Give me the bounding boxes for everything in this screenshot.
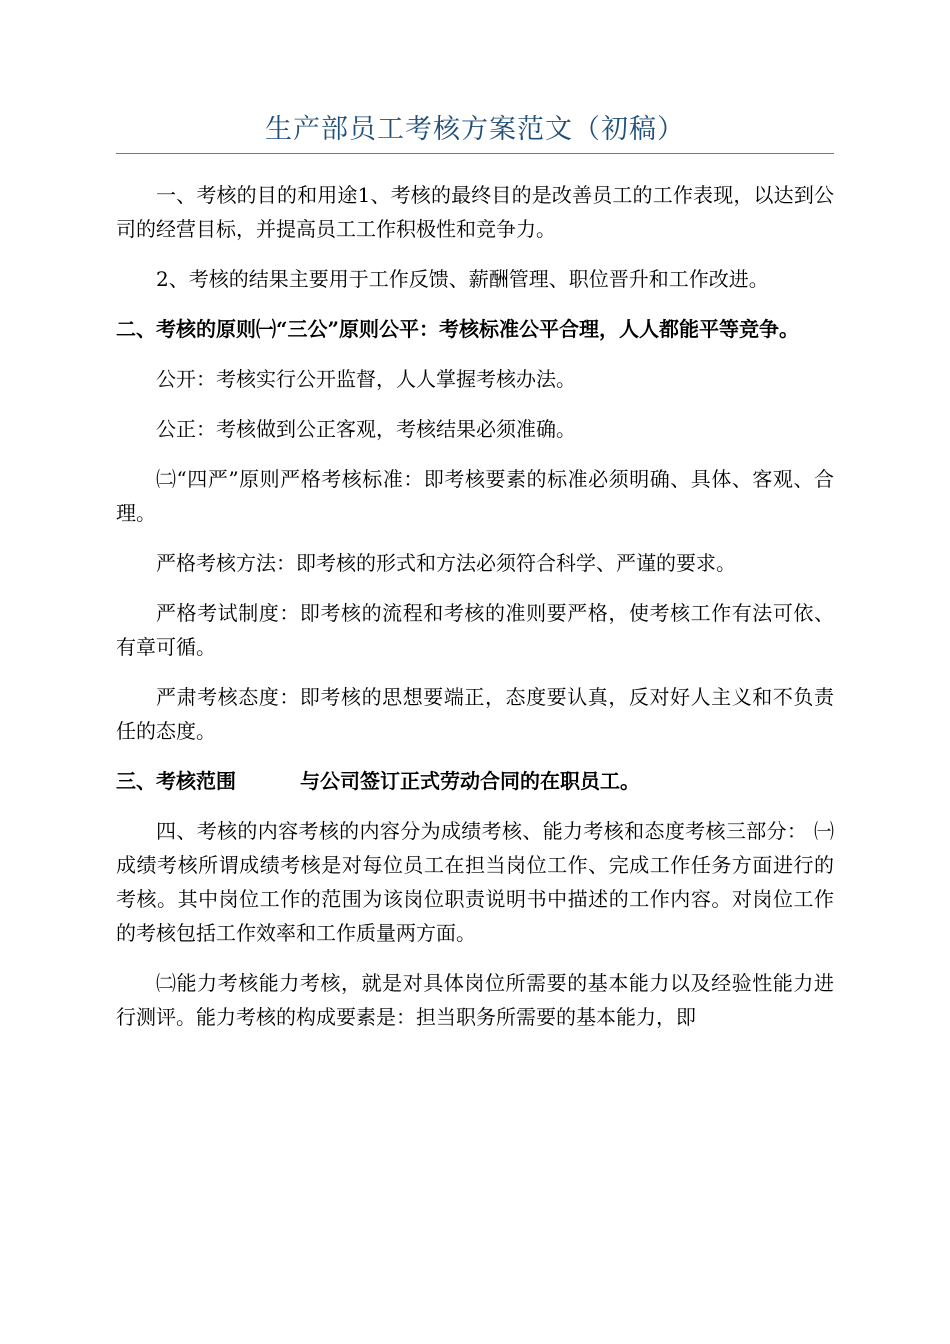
paragraph-four-strict: ㈡“四严”原则严格考核标准：即考核要素的标准必须明确、具体、客观、合理。	[116, 467, 834, 525]
document-body	[116, 178, 834, 1050]
paragraph-justice: 公正：考核做到公正客观，考核结果必须准确。	[156, 417, 576, 441]
document-title: 生产部员工考核方案范文（初稿）	[265, 114, 685, 145]
scope-text: 与公司签订正式劳动合同的在职员工。	[300, 769, 640, 793]
paragraph-openness: 公开：考核实行公开监督，人人掌握考核办法。	[156, 367, 576, 391]
title-underline	[116, 153, 834, 154]
paragraph-strict-method: 严格考核方法：即考核的形式和方法必须符合科学、严谨的要求。	[156, 551, 736, 575]
paragraph-ability: ㈡能力考核能力考核，就是对具体岗位所需要的基本能力以及经验性能力进行测评。能力考核的构成要素是：担当职务所需要的基本能力，即	[116, 971, 834, 1029]
scope-label: 三、考核范围	[116, 769, 236, 793]
heading-principles: 二、考核的原则㈠“三公”原则公平：考核标准公平合理，人人都能平等竞争。	[116, 317, 800, 341]
paragraph-usage: 2、考核的结果主要用于工作反馈、薪酬管理、职位晋升和工作改进。	[156, 267, 769, 291]
paragraph-strict-system: 严格考试制度：即考核的流程和考核的准则要严格，使考核工作有法可依、有章可循。	[116, 601, 834, 659]
paragraph-serious-attitude: 严肃考核态度：即考核的思想要端正，态度要认真，反对好人主义和不负责任的态度。	[116, 685, 834, 743]
paragraph-purpose: 一、考核的目的和用途1、考核的最终目的是改善员工的工作表现，以达到公司的经营目标，并提高员工工作积极性和竞争力。	[116, 183, 834, 241]
heading-scope	[116, 764, 834, 798]
paragraph-content: 四、考核的内容考核的内容分为成绩考核、能力考核和态度考核三部分： ㈠成绩考核所谓成绩考核是对每位员工在担当岗位工作、完成工作任务方面进行的考核。其中岗位工作的范围为该岗位职责说明书中描述的工作内容。对岗位工作的考核包括工作效率和工作质量两方面。	[116, 819, 834, 945]
